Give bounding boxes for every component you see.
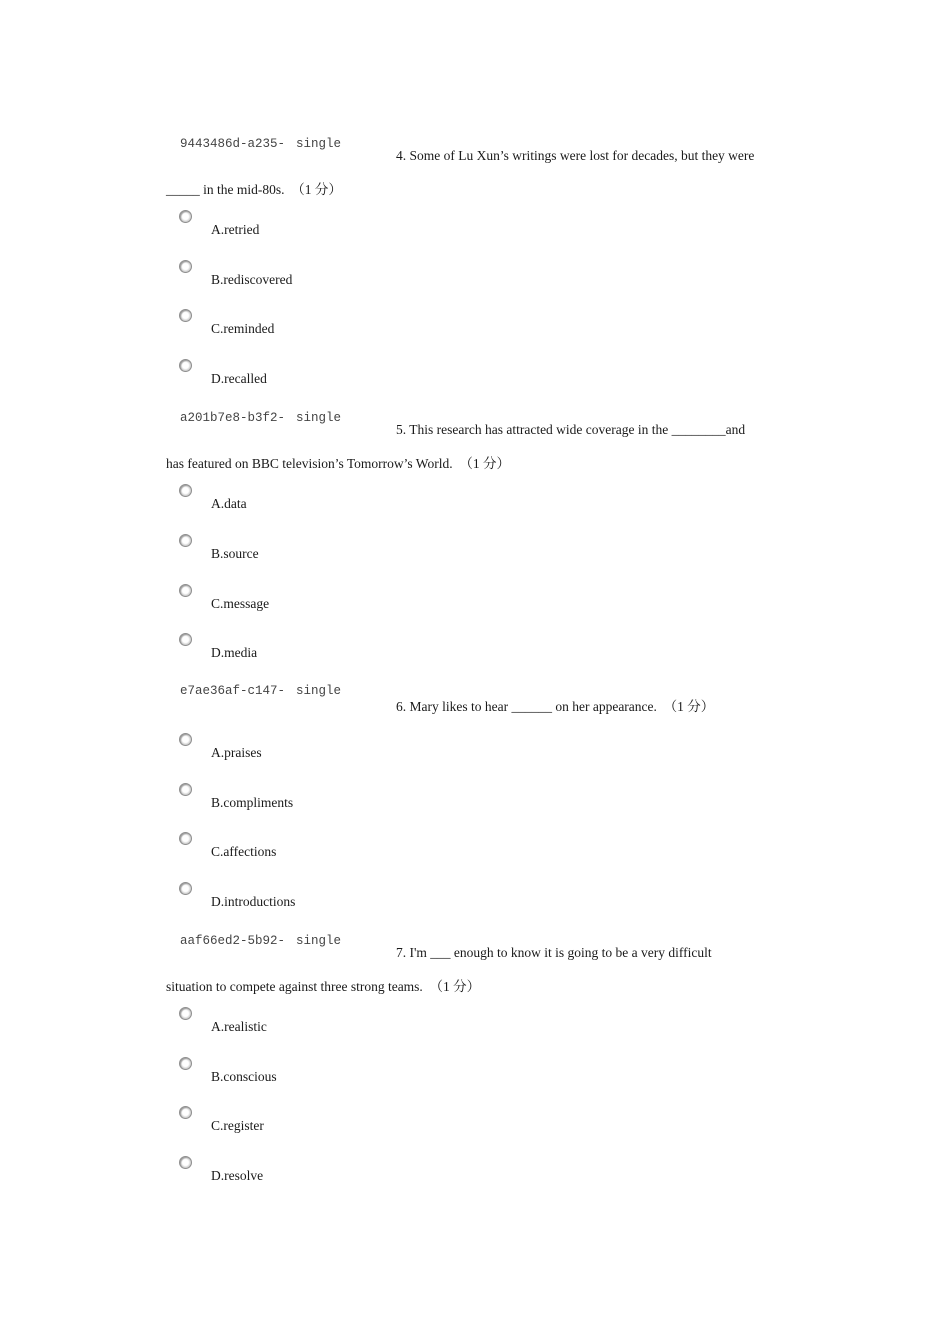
question-id: aaf66ed2-5b92-: [180, 934, 286, 948]
question-type: single: [296, 684, 342, 698]
question-id: e7ae36af-c147-: [180, 684, 286, 698]
option-label-a[interactable]: A.data: [211, 496, 247, 511]
question-text-line2: has featured on BBC television’s Tomorrow’s World. （1 分）: [166, 456, 510, 471]
question-type: single: [296, 934, 342, 948]
radio-button-d[interactable]: [179, 359, 192, 372]
radio-button-c[interactable]: [179, 1106, 192, 1119]
option-label-c[interactable]: C.message: [211, 596, 270, 611]
radio-button-b[interactable]: [179, 783, 192, 796]
option-label-b[interactable]: B.compliments: [211, 795, 294, 810]
question-text-line1: 6. Mary likes to hear ______ on her appearance. （1 分）: [396, 699, 715, 714]
option-label-b[interactable]: B.conscious: [211, 1069, 277, 1084]
option-label-a[interactable]: A.praises: [211, 745, 262, 760]
option-label-b[interactable]: B.rediscovered: [211, 272, 293, 287]
option-label-d[interactable]: D.introductions: [211, 894, 296, 909]
radio-button-c[interactable]: [179, 309, 192, 322]
question-type: single: [296, 411, 342, 425]
radio-button-a[interactable]: [179, 733, 192, 746]
question-type: single: [296, 137, 342, 151]
radio-button-a[interactable]: [179, 484, 192, 497]
radio-button-b[interactable]: [179, 1057, 192, 1070]
option-label-a[interactable]: A.retried: [211, 222, 260, 237]
radio-button-a[interactable]: [179, 1007, 192, 1020]
radio-button-a[interactable]: [179, 210, 192, 223]
radio-button-d[interactable]: [179, 882, 192, 895]
question-text-line1: 5. This research has attracted wide coverage in the ________and: [396, 422, 746, 437]
radio-button-d[interactable]: [179, 633, 192, 646]
option-label-d[interactable]: D.recalled: [211, 371, 267, 386]
question-text-line1: 4. Some of Lu Xun’s writings were lost for decades, but they were: [396, 148, 755, 163]
option-label-c[interactable]: C.reminded: [211, 321, 275, 336]
option-label-a[interactable]: A.realistic: [211, 1019, 267, 1034]
question-text-line1: 7. I'm ___ enough to know it is going to be a very difficult: [396, 945, 712, 960]
radio-button-c[interactable]: [179, 584, 192, 597]
radio-button-c[interactable]: [179, 832, 192, 845]
option-label-d[interactable]: D.resolve: [211, 1168, 264, 1183]
option-label-b[interactable]: B.source: [211, 546, 259, 561]
question-text-line2: situation to compete against three strong teams. （1 分）: [166, 979, 481, 994]
option-label-c[interactable]: C.affections: [211, 844, 277, 859]
question-text-line2: _____ in the mid-80s. （1 分）: [166, 182, 342, 197]
question-id: a201b7e8-b3f2-: [180, 411, 286, 425]
option-label-d[interactable]: D.media: [211, 645, 258, 660]
question-id: 9443486d-a235-: [180, 137, 286, 151]
radio-button-d[interactable]: [179, 1156, 192, 1169]
radio-button-b[interactable]: [179, 260, 192, 273]
radio-button-b[interactable]: [179, 534, 192, 547]
option-label-c[interactable]: C.register: [211, 1118, 264, 1133]
